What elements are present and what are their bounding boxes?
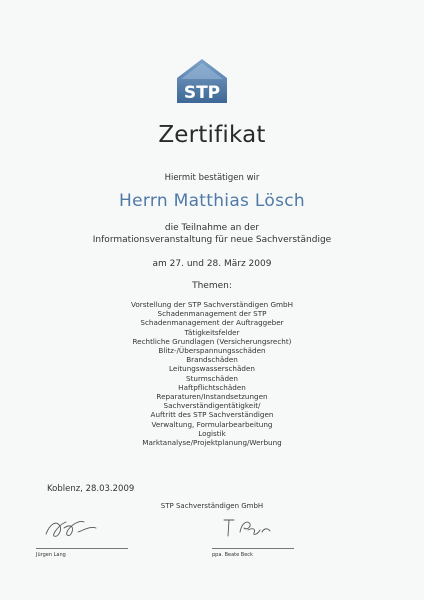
confirm-line: Hiermit bestätigen wir [164,173,260,183]
topic-item: Verwaltung, Formularbearbeitung [151,419,273,429]
place-date: Koblenz, 28.03.2009 [47,484,135,494]
topic-item: Marktanalyse/Projektplanung/Werbung [142,438,282,448]
signature-line-left [36,548,128,549]
event-date: am 27. und 28. März 2009 [152,259,272,269]
topic-item: Schadenmanagement der STP [157,309,267,319]
signature-line-right [212,548,294,549]
themes-heading: Themen: [192,281,232,291]
topic-item: Brandschäden [186,355,238,365]
topic-item: Reparaturen/Instandsetzungen [156,392,268,402]
svg-text:STP: STP [183,83,221,103]
topic-item: Vorstellung der STP Sachverständigen GmbH [131,300,293,309]
signer-left: Jürgen Lang [36,552,66,558]
stp-logo [176,58,228,104]
participation-line-2: Informationsveranstaltung für neue Sachverständige [92,235,332,245]
recipient-name: Herrn Matthias Lösch [119,191,305,211]
topic-item: Schadenmanagement der Auftraggeber [140,318,284,328]
topic-item: Rechtliche Grundlagen (Versicherungsrecht) [132,336,292,346]
topic-item: Haftpflichtschäden [178,382,246,392]
topics-list [0,300,424,447]
company-name: STP Sachverständigen GmbH [160,502,264,510]
topic-item: Sturmschäden [186,373,238,383]
topic-item: Blitz-/Überspannungsschäden [158,346,266,356]
topic-item: Tätigkeitsfelder [184,327,240,337]
signature-left [40,512,100,544]
signer-right: ppa. Beate Beck [212,552,253,558]
topic-item: Logistik [198,428,226,438]
certificate-title: Zertifikat [158,122,266,148]
participation-line-1: die Teilnahme an der [164,223,260,233]
topic-item: Auftritt des STP Sachverständigen [150,410,274,420]
topic-item: Sachverständigentätigkeit/ [163,401,261,411]
topic-item: Leitungswasserschäden [169,364,255,374]
signature-right [218,514,276,542]
